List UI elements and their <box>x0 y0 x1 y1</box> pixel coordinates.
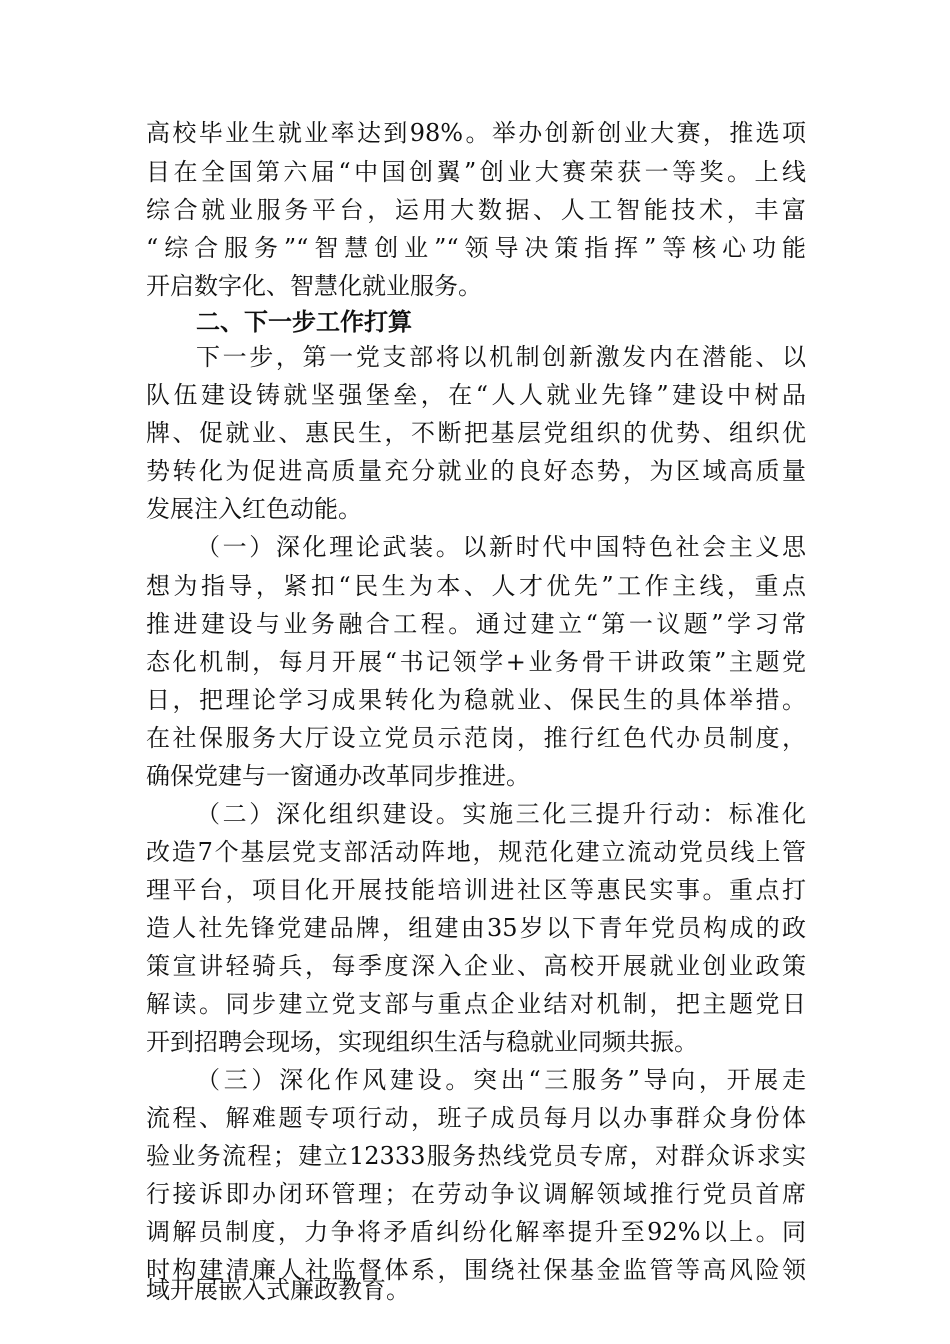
subsection-line: （一）深化理论武装。以新时代中国特色社会主义思 <box>196 533 806 562</box>
body-text-line: 牌、促就业、惠民生，不断把基层党组织的优势、组织优 <box>146 419 806 448</box>
section-heading: 二、下一步工作打算 <box>196 308 412 337</box>
body-text-line: 开到招聘会现场，实现组织生活与稳就业同频共振。 <box>146 1027 698 1056</box>
body-text-line: 推进建设与业务融合工程。通过建立“第一议题”学习常 <box>146 609 806 638</box>
body-text-line: 调解员制度，力争将矛盾纠纷化解率提升至92%以上。同 <box>146 1217 806 1246</box>
body-text-line: 队伍建设铸就坚强堡垒，在“人人就业先锋”建设中树品 <box>146 381 806 410</box>
body-text-line: 发展注入红色动能。 <box>146 495 362 524</box>
body-text-line: 流程、解难题专项行动，班子成员每月以办事群众身份体 <box>146 1103 806 1132</box>
body-text-line: 造人社先锋党建品牌，组建由35岁以下青年党员构成的政 <box>146 913 806 942</box>
body-text-line: 策宣讲轻骑兵，每季度深入企业、高校开展就业创业政策 <box>146 951 806 980</box>
body-text-line: 态化机制，每月开展“书记领学+业务骨干讲政策”主题党 <box>146 647 806 676</box>
body-text-line: 时构建清廉人社监督体系，围绕社保基金监管等高风险领 <box>146 1255 806 1284</box>
body-text-line: 在社保服务大厅设立党员示范岗，推行红色代办员制度， <box>146 723 806 752</box>
body-text-line: 理平台，项目化开展技能培训进社区等惠民实事。重点打 <box>146 875 806 904</box>
body-text-line: 改造7个基层党支部活动阵地，规范化建立流动党员线上管 <box>146 837 806 866</box>
body-text-line: 下一步，第一党支部将以机制创新激发内在潜能、以 <box>196 343 806 372</box>
body-text-line: 势转化为促进高质量充分就业的良好态势，为区域高质量 <box>146 457 806 486</box>
body-text-line: 解读。同步建立党支部与重点企业结对机制，把主题党日 <box>146 989 806 1018</box>
body-text-line: 确保党建与一窗通办改革同步推进。 <box>146 761 530 790</box>
body-text-line: 验业务流程；建立12333服务热线党员专席，对群众诉求实 <box>146 1141 806 1170</box>
body-text-line: 域开展嵌入式廉政教育。 <box>146 1276 410 1304</box>
subsection-line: （三）深化作风建设。突出“三服务”导向，开展走 <box>196 1065 806 1094</box>
body-text-line: 综合就业服务平台，运用大数据、人工智能技术，丰富 <box>146 196 806 225</box>
body-text-line: 想为指导，紧扣“民生为本、人才优先”工作主线，重点 <box>146 571 806 600</box>
body-text-line: 行接诉即办闭环管理；在劳动争议调解领域推行党员首席 <box>146 1179 806 1208</box>
body-text-line: 高校毕业生就业率达到98%。举办创新创业大赛，推选项 <box>146 119 806 148</box>
body-text-line: 目在全国第六届“中国创翼”创业大赛荣获一等奖。上线 <box>146 158 806 187</box>
body-text-line: 日，把理论学习成果转化为稳就业、保民生的具体举措。 <box>146 685 806 714</box>
body-text-line: 开启数字化、智慧化就业服务。 <box>146 272 482 301</box>
body-text-line: “综合服务”“智慧创业”“领导决策指挥”等核心功能 <box>146 234 806 263</box>
subsection-line: （二）深化组织建设。实施三化三提升行动：标准化 <box>196 799 806 828</box>
